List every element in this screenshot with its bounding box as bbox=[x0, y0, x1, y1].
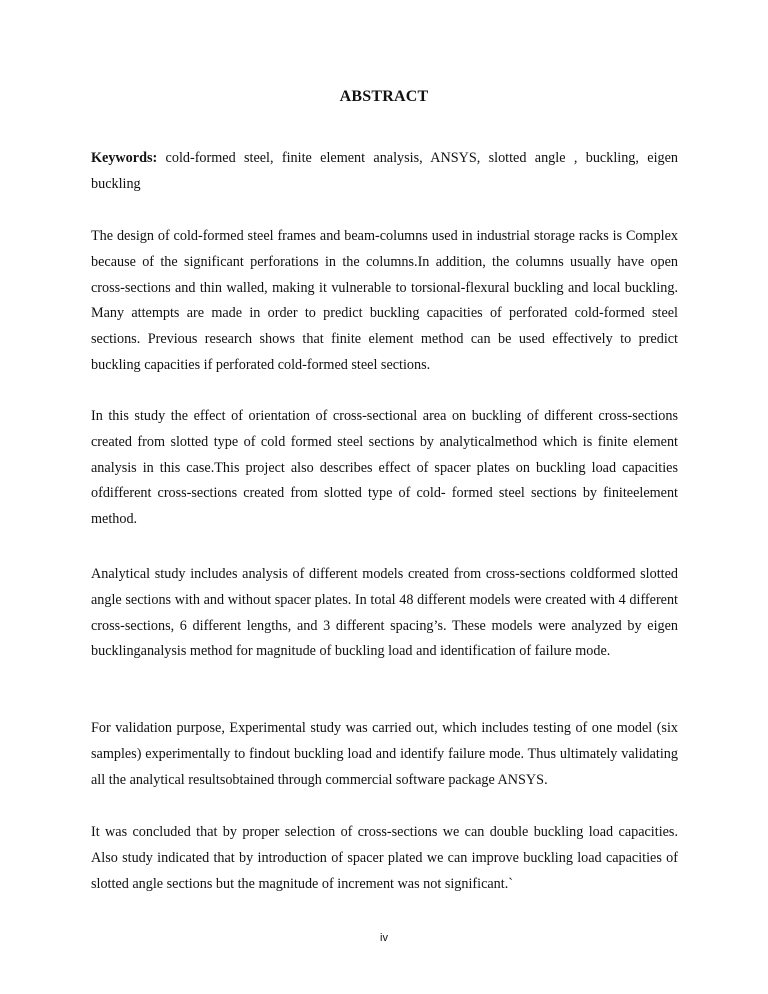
abstract-paragraph-1: The design of cold-formed steel frames and beam-columns used in industrial storage racks is Complex because of the significant perforations in the columns.In addition, the columns usually have open cross-sections and thin walled, making it vulnerable to torsional-flexural buckling and local buckling. Many attempts are made in order to predict buckling capacities of perforated cold-formed steel sections. Previous research shows that finite element method can be used effectively to predict buckling capacities if perforated cold-formed steel sections. bbox=[91, 228, 678, 373]
abstract-paragraph-2: In this study the effect of orientation of cross-sectional area on buckling of different cross-sections created from slotted type of cold formed steel sections by analyticalmethod which is finite element analysis in this case.This project also describes effect of spacer plates on buckling load capacities ofdifferent cross-sections created from slotted type of cold- formed steel sections by finiteelement method. bbox=[91, 408, 678, 528]
keywords-paragraph bbox=[91, 146, 678, 198]
abstract-paragraph-5: It was concluded that by proper selection of cross-sections we can double buckling load capacities. Also study indicated that by introduction of spacer plated we can improve buckling load capacities of slotted angle sections but the magnitude of increment was not significant.` bbox=[91, 824, 678, 892]
abstract-paragraph-3: Analytical study includes analysis of different models created from cross-sections coldformed slotted angle sections with and without spacer plates. In total 48 different models were created with 4 different cross-sections, 6 different lengths, and 3 different spacing’s. These models were analyzed by eigen bucklinganalysis method for magnitude of buckling load and identification of failure mode. bbox=[91, 566, 678, 660]
keywords-text: cold-formed steel, finite element analysis, ANSYS, slotted angle , buckling, eigen buckling bbox=[91, 150, 678, 192]
abstract-heading: ABSTRACT bbox=[339, 88, 429, 105]
keywords-label: Keywords: bbox=[91, 150, 158, 166]
abstract-paragraph-4: For validation purpose, Experimental study was carried out, which includes testing of one model (six samples) experimentally to findout buckling load and identify failure mode. Thus ultimately validating all the analytical resultsobtained through commercial software package ANSYS. bbox=[91, 720, 678, 788]
page-number: iv bbox=[380, 932, 388, 944]
